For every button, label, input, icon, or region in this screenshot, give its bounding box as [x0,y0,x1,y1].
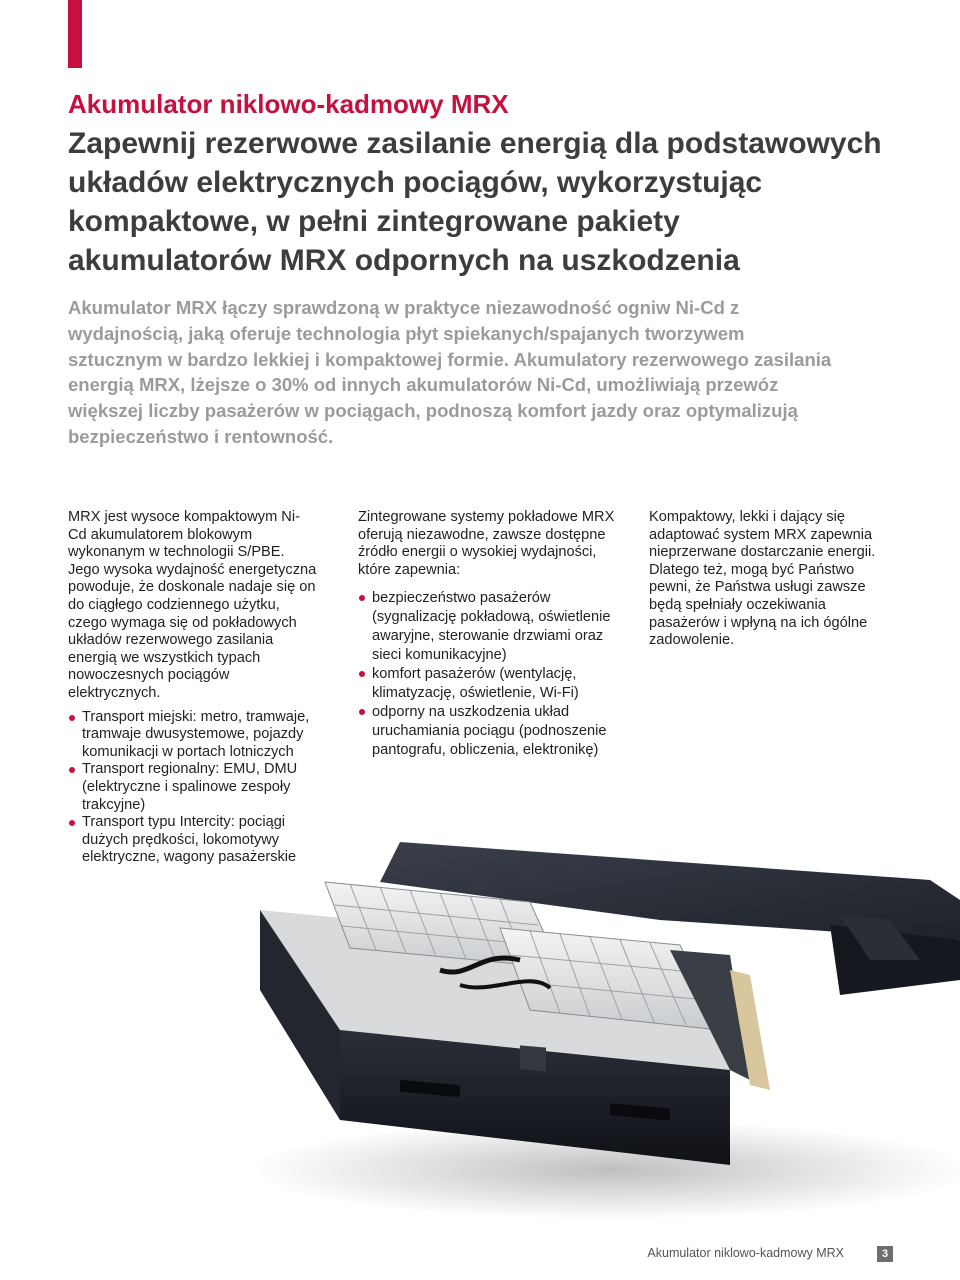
list-item: bezpieczeństwo pasażerów (sygnalizację pokładową, oświetlenie awaryjne, sterowanie drzwiami oraz sieci komunikacyjne) [358,589,620,665]
intro-paragraph: Akumulator MRX łączy sprawdzoną w praktyce niezawodność ogniw Ni-Cd z wydajnością, jaką oferuje technologia płyt spiekanych/spajanych tworzywem sztucznym w bardzo lekkiej i kompaktowej formie. Akumulatory rezerwowego zasilania energią MRX, lżejsze o 30% od innych akumulatorów Ni-Cd, umożliwiają przewóz większej liczby pasażerów w pociągach, podnoszą komfort jazdy oraz optymalizują bezpieczeństwo i rentowność. [68,297,832,447]
text-column-3 [649,509,889,650]
list-item: komfort pasażerów (wentylację, klimatyzację, oświetlenie, Wi-Fi) [358,665,620,703]
list-item: odporny na uszkodzenia układ uruchamiania pociągu (podnoszenie pantografu, obliczenia, elektronikę) [358,703,620,760]
column-2-bullet-list [358,589,620,760]
column-2-paragraph: Zintegrowane systemy pokładowe MRX oferują niezawodne, zawsze dostępne źródło energii o wysokiej wydajności, które zapewnia: [358,509,615,578]
product-kicker: Akumulator niklowo-kadmowy MRX [68,89,509,119]
column-3-paragraph: Kompaktowy, lekki i dający się adaptować system MRX zapewnia nieprzerwane dostarczanie energii. Dlatego też, mogą być Państwo pewni, że Państwa usługi zawsze będą spełniały oczekiwania pasażerów i wpłyną na ich ógólne zadowolenie. [649,509,876,649]
list-item: Transport regionalny: EMU, DMU (elektryczne i spalinowe zespoły trakcyjne) [68,761,318,814]
list-item: Transport miejski: metro, tramwaje, tramwaje dwusystemowe, pojazdy komunikacji w portach lotniczych [68,709,318,762]
battery-system-photo [230,820,960,1220]
vent-grille [520,1045,546,1071]
text-column-1 [68,509,318,867]
text-column-2 [358,509,620,760]
column-1-paragraph: MRX jest wysoce kompaktowym Ni-Cd akumulatorem blokowym wykonanym w technologii S/PBE. Jego wysoka wydajność energetyczna powoduje, że doskonale nadaje się on do ciągłego codziennego użytku, czego wymaga się od pokładowych układów rezerwowego zasilania energią we wszystkich typach nowoczesnych pociągów elektrycznych. [68,509,317,701]
accent-bar [68,0,82,68]
page-number: 3 [877,1246,893,1262]
page-headline: Zapewnij rezerwowe zasilanie energią dla podstawowych układów elektrycznych pociągów, wykorzystując kompaktowe, w pełni zintegrowane pakiety akumulatorów MRX odpornych na uszkodzenia [68,127,882,277]
footer-title: Akumulator niklowo-kadmowy MRX [647,1246,844,1260]
list-item: Transport typu Intercity: pociągi dużych prędkości, lokomotywy elektryczne, wagony pasażerskie [68,814,318,867]
